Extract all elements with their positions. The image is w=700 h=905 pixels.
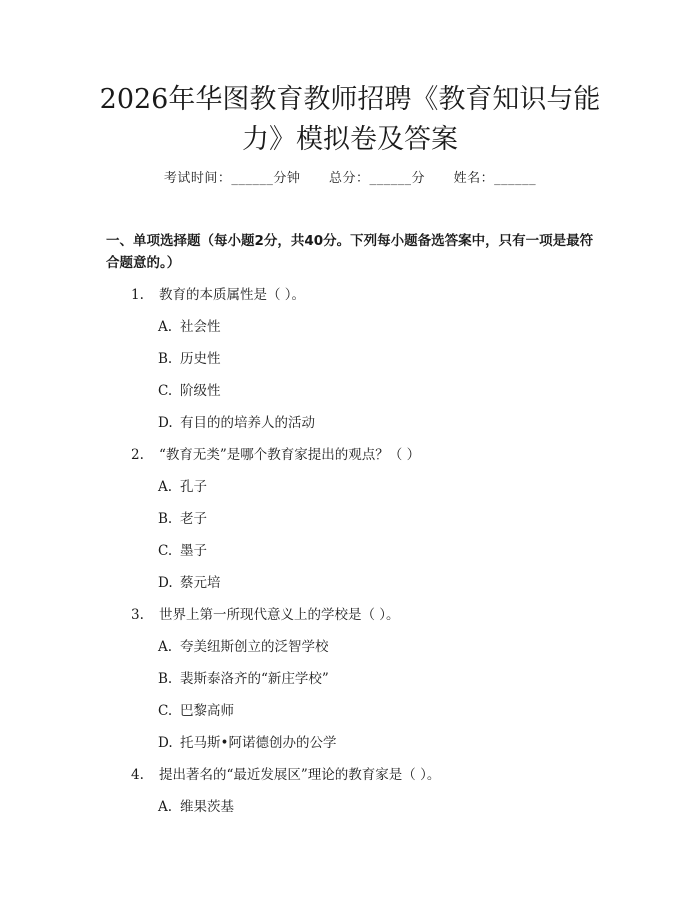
option-2d	[158, 571, 221, 591]
option-letter: D.	[158, 735, 173, 751]
question-number: 4.	[131, 767, 144, 783]
option-text: 历史性	[180, 351, 221, 367]
option-1d	[158, 411, 315, 431]
option-4a	[158, 795, 234, 815]
question-1	[131, 283, 305, 303]
option-letter: D.	[158, 575, 173, 591]
exam-info	[0, 167, 700, 186]
option-letter: C.	[158, 543, 173, 559]
option-3c	[158, 699, 234, 719]
option-letter: B.	[158, 511, 173, 527]
option-text: 墨子	[180, 543, 207, 559]
option-3a	[158, 635, 329, 655]
option-text: 有目的的培养人的活动	[180, 415, 315, 431]
option-letter: A.	[158, 319, 173, 335]
option-text: 蔡元培	[180, 575, 221, 591]
option-2c	[158, 539, 207, 559]
section-heading: 一、单项选择题（每小题2分，共40分。下列每小题备选答案中，只有一项是最符合题意的。）	[106, 233, 594, 271]
exam-name: 姓名：______	[453, 171, 537, 186]
option-letter: A.	[158, 799, 173, 815]
exam-total-score: 总分：______分	[328, 171, 425, 186]
exam-time: 考试时间：______分钟	[163, 171, 301, 186]
option-letter: A.	[158, 479, 173, 495]
option-text: 夸美纽斯创立的泛智学校	[180, 639, 329, 655]
option-text: 巴黎高师	[180, 703, 234, 719]
option-text: 裴斯泰洛齐的“新庄学校”	[180, 671, 329, 687]
option-letter: D.	[158, 415, 173, 431]
option-1a	[158, 315, 221, 335]
document-title: 2026年华图教育教师招聘《教育知识与能力》模拟卷及答案	[99, 84, 601, 155]
option-text: 老子	[180, 511, 207, 527]
option-3d	[158, 731, 336, 751]
question-number: 1.	[131, 287, 144, 303]
option-1c	[158, 379, 221, 399]
question-2	[131, 443, 420, 463]
option-text: 孔子	[180, 479, 207, 495]
question-number: 3.	[131, 607, 144, 623]
question-text: “教育无类”是哪个教育家提出的观点？（ ）	[159, 447, 421, 463]
option-letter: C.	[158, 703, 173, 719]
question-text: 世界上第一所现代意义上的学校是（ ）。	[159, 607, 400, 623]
option-text: 维果茨基	[180, 799, 234, 815]
question-text: 提出著名的“最近发展区”理论的教育家是（ ）。	[159, 767, 441, 783]
option-letter: C.	[158, 383, 173, 399]
option-letter: A.	[158, 639, 173, 655]
question-3	[131, 603, 400, 623]
option-letter: B.	[158, 671, 173, 687]
question-number: 2.	[131, 447, 144, 463]
option-3b	[158, 667, 329, 687]
option-text: 阶级性	[180, 383, 221, 399]
question-text: 教育的本质属性是（ ）。	[159, 287, 306, 303]
option-text: 托马斯•阿诺德创办的公学	[180, 735, 337, 751]
option-2a	[158, 475, 207, 495]
option-2b	[158, 507, 207, 527]
option-letter: B.	[158, 351, 173, 367]
question-4	[131, 763, 440, 783]
option-1b	[158, 347, 221, 367]
option-text: 社会性	[180, 319, 221, 335]
